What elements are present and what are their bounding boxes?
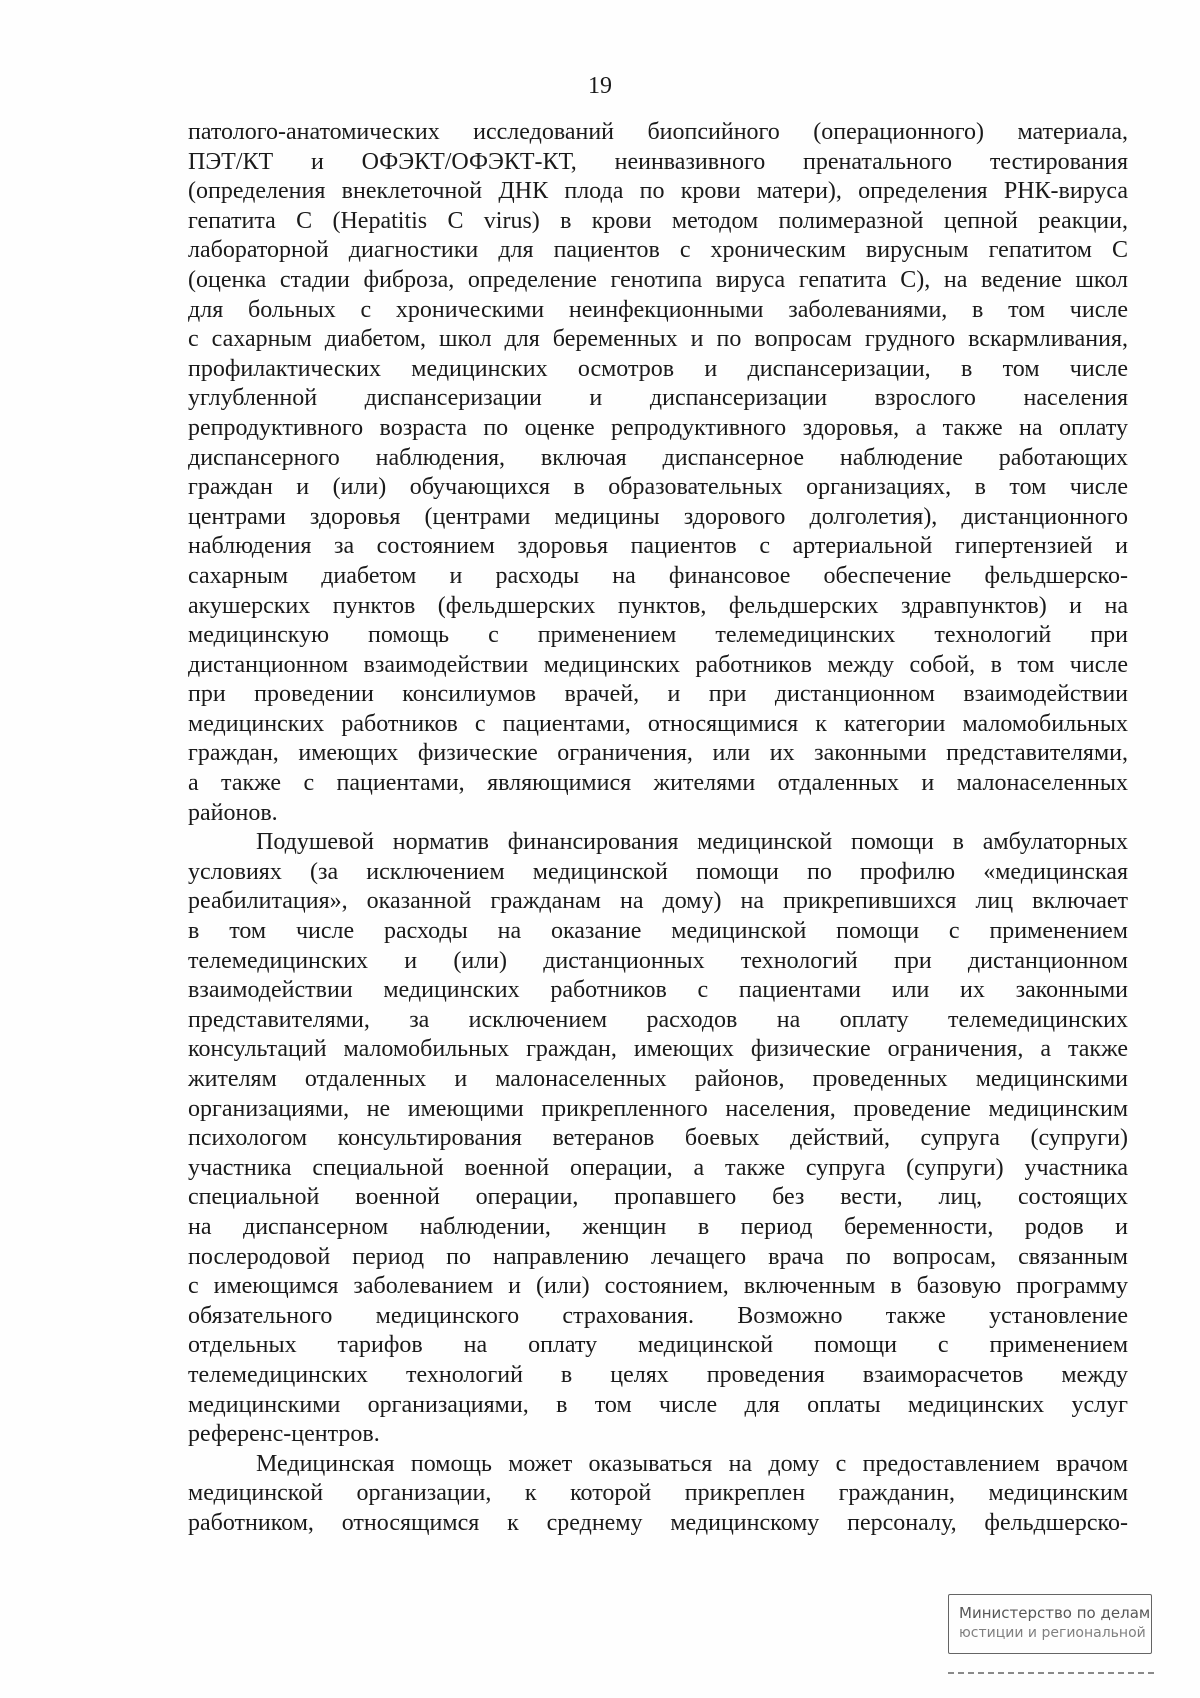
text-line: референс-центров. <box>188 1421 380 1448</box>
text-line: работником, относящимся к среднему медицинскому персоналу, фельдшерско- <box>188 1509 1128 1536</box>
text-line: медицинскую помощь с применением телемедицинских технологий при <box>188 622 1128 649</box>
text-line: районов. <box>188 799 278 826</box>
text-line: на диспансерном наблюдении, женщин в период беременности, родов и <box>188 1213 1128 1240</box>
stamp-line-1: Министерство по делам <box>959 1604 1151 1622</box>
text-line: участника специальной военной операции, а также супруга (супруги) участника <box>188 1154 1128 1181</box>
text-line: в том числе расходы на оказание медицинской помощи с применением <box>188 918 1128 945</box>
text-line: специальной военной операции, пропавшего без вести, лиц, состоящих <box>188 1184 1128 1211</box>
text-line: с сахарным диабетом, школ для беременных и по вопросам грудного вскармливания, <box>188 326 1128 353</box>
text-line: взаимодействии медицинских работников с пациентами или их законными <box>188 977 1128 1004</box>
text-line: (определения внеклеточной ДНК плода по крови матери), определения РНК-вируса <box>188 178 1128 205</box>
text-line: диспансерного наблюдения, включая диспансерное наблюдение работающих <box>188 444 1128 471</box>
text-line: отдельных тарифов на оплату медицинской помощи с применением <box>188 1332 1128 1359</box>
text-line: центрами здоровья (центрами медицины здорового долголетия), дистанционного <box>188 503 1128 530</box>
text-line: с имеющимся заболеванием и (или) состоянием, включенным в базовую программу <box>188 1273 1128 1300</box>
text-line: медицинскими организациями, в том числе для оплаты медицинских услуг <box>188 1391 1128 1418</box>
text-line: граждан, имеющих физические ограничения, или их законными представителями, <box>188 740 1128 767</box>
text-line: жителям отдаленных и малонаселенных районов, проведенных медицинскими <box>188 1066 1128 1092</box>
text-line: наблюдения за состоянием здоровья пациентов с артериальной гипертензией и <box>188 533 1128 560</box>
text-line: медицинских работников с пациентами, относящимися к категории маломобильных <box>188 710 1128 737</box>
text-line: лабораторной диагностики для пациентов с хроническим вирусным гепатитом С <box>188 237 1128 264</box>
text-line: а также с пациентами, являющимися жителями отдаленных и малонаселенных <box>188 770 1128 797</box>
text-line: граждан и (или) обучающихся в образовательных организациях, в том числе <box>188 474 1128 501</box>
text-line: репродуктивного возраста по оценке репродуктивного здоровья, а также на оплату <box>188 414 1128 441</box>
text-line: послеродовой период по направлению лечащего врача по вопросам, связанным <box>188 1243 1128 1270</box>
text-line: сахарным диабетом и расходы на финансовое обеспечение фельдшерско- <box>188 562 1128 589</box>
text-line: ПЭТ/КТ и ОФЭКТ/ОФЭКТ-КТ, неинвазивного пренатального тестирования <box>188 148 1128 175</box>
ministry-stamp <box>948 1594 1152 1654</box>
text-line: для больных с хроническими неинфекционными заболеваниями, в том числе <box>188 296 1128 323</box>
text-line: телемедицинских технологий в целях проведения взаиморасчетов между <box>188 1361 1128 1388</box>
text-line: телемедицинских и (или) дистанционных технологий при дистанционном <box>188 947 1128 974</box>
text-line: при проведении консилиумов врачей, и при дистанционном взаимодействии <box>188 681 1128 708</box>
text-line: психологом консультирования ветеранов боевых действий, супруга (супруги) <box>188 1125 1128 1152</box>
text-line: консультаций маломобильных граждан, имеющих физические ограничения, а также <box>188 1036 1128 1063</box>
text-line: представителями, за исключением расходов на оплату телемедицинских <box>188 1006 1128 1033</box>
text-line: акушерских пунктов (фельдшерских пунктов, фельдшерских здравпунктов) и на <box>188 592 1128 619</box>
text-line: медицинской организации, к которой прикреплен гражданин, медицинским <box>188 1480 1128 1507</box>
text-line: гепатита С (Hepatitis C virus) в крови методом полимеразной цепной реакции, <box>188 207 1128 234</box>
text-line: (оценка стадии фиброза, определение генотипа вируса гепатита С), на ведение школ <box>188 266 1128 293</box>
text-line: реабилитация», оказанной гражданам на дому) на прикрепившихся лиц включает <box>188 888 1128 915</box>
text-line: Медицинская помощь может оказываться на дому с предоставлением врачом <box>256 1450 1128 1477</box>
stamp-line-2: юстиции и региональной <box>959 1625 1146 1641</box>
stamp-underline <box>948 1672 1154 1674</box>
text-line: патолого-анатомических исследований биопсийного (операционного) материала, <box>188 119 1128 145</box>
text-line: обязательного медицинского страхования. Возможно также установление <box>188 1302 1128 1329</box>
document-body <box>188 118 1128 1539</box>
text-line: организациями, не имеющими прикрепленного населения, проведение медицинским <box>188 1095 1128 1122</box>
text-line: Подушевой норматив финансирования медицинской помощи в амбулаторных <box>256 829 1128 856</box>
text-line: профилактических медицинских осмотров и диспансеризации, в том числе <box>188 355 1128 382</box>
text-line: дистанционном взаимодействии медицинских работников между собой, в том числе <box>188 651 1128 678</box>
page-number: 19 <box>588 73 612 99</box>
text-line: углубленной диспансеризации и диспансеризации взрослого населения <box>188 385 1128 412</box>
text-line: условиях (за исключением медицинской помощи по профилю «медицинская <box>188 858 1128 885</box>
